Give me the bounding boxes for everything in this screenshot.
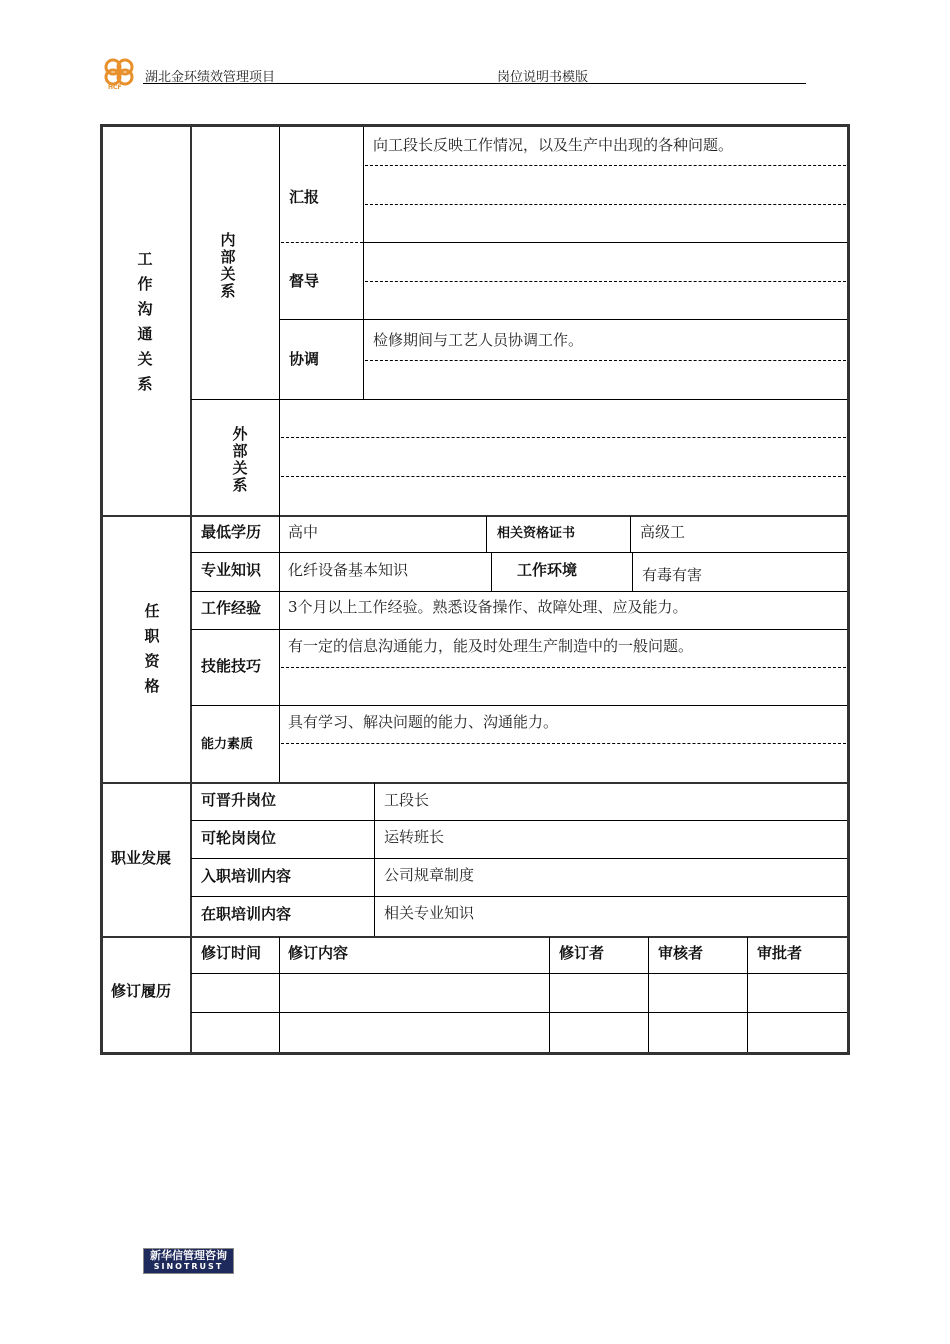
column-divider <box>486 516 487 552</box>
row-divider <box>191 591 847 592</box>
experience-label: 工作经验 <box>201 599 262 617</box>
section-divider <box>103 936 847 938</box>
row-divider <box>191 399 847 400</box>
coordinate-label: 协调 <box>289 350 320 368</box>
coordinate-line <box>365 360 846 361</box>
rotation-label: 可轮岗岗位 <box>201 829 277 847</box>
promotion-value: 工段长 <box>384 791 430 809</box>
column-divider <box>279 937 280 1052</box>
column-divider <box>190 127 192 1052</box>
ability-label: 能力素质 <box>201 737 254 752</box>
column-divider <box>632 553 633 591</box>
revision-col-content: 修订内容 <box>288 944 349 962</box>
sinotrust-logo-en: SINOTRUST <box>153 1262 224 1271</box>
knowledge-label: 专业知识 <box>201 561 262 579</box>
skills-line <box>281 667 846 668</box>
external-line <box>281 437 846 438</box>
promotion-label: 可晋升岗位 <box>201 791 277 809</box>
skills-value: 有一定的信息沟通能力，能及时处理生产制造中的一般问题。 <box>288 637 694 655</box>
company-logo-text: HCF <box>108 84 122 91</box>
column-divider <box>630 516 631 552</box>
certificate-value: 高级工 <box>640 523 686 541</box>
skills-label: 技能技巧 <box>201 657 262 675</box>
row-divider <box>191 705 847 706</box>
career-section-label: 职业发展 <box>111 849 172 867</box>
project-name: 湖北金环绩效管理项目 <box>145 70 276 85</box>
knowledge-value: 化纤设备基本知识 <box>288 561 409 579</box>
report-text: 向工段长反映工作情况，以及生产中出现的各种问题。 <box>373 136 734 154</box>
rotation-value: 运转班长 <box>384 828 445 846</box>
row-divider <box>191 896 847 897</box>
sinotrust-logo <box>143 1248 234 1274</box>
education-value: 高中 <box>288 523 319 541</box>
document-title: 岗位说明书模版 <box>497 70 589 85</box>
coordinate-text: 检修期间与工艺人员协调工作。 <box>373 331 584 349</box>
internal-relations-label: 内部关系 <box>220 231 236 300</box>
header-divider <box>143 83 806 84</box>
row-divider <box>191 629 847 630</box>
column-divider <box>747 937 748 1052</box>
experience-value: 3个月以上工作经验。熟悉设备操作、故障处理、应及能力。 <box>288 598 688 616</box>
revision-section-label: 修订履历 <box>111 982 172 1000</box>
supervise-line <box>365 281 846 282</box>
row-divider <box>191 820 847 821</box>
report-line <box>365 165 846 166</box>
ability-value: 具有学习、解决问题的能力、沟通能力。 <box>288 713 559 731</box>
revision-col-time: 修订时间 <box>201 944 262 962</box>
ability-line <box>281 743 846 744</box>
row-divider <box>191 552 847 553</box>
row-divider <box>191 1012 847 1013</box>
row-divider <box>191 858 847 859</box>
column-divider <box>279 127 280 516</box>
onjob-value: 相关专业知识 <box>384 904 475 922</box>
external-line <box>281 476 846 477</box>
onboarding-label: 入职培训内容 <box>201 867 292 885</box>
qualifications-section-label: 任职资格 <box>144 602 160 695</box>
row-divider <box>191 973 847 974</box>
communication-section-label: 工作沟通关系 <box>137 250 153 393</box>
certificate-label: 相关资格证书 <box>497 526 576 541</box>
report-line <box>365 204 846 205</box>
row-divider <box>363 242 847 243</box>
revision-col-approver: 审批者 <box>757 944 803 962</box>
column-divider <box>363 127 364 400</box>
section-divider <box>103 782 847 784</box>
column-divider <box>374 783 375 936</box>
onjob-label: 在职培训内容 <box>201 905 292 923</box>
revision-col-reviser: 修订者 <box>559 944 605 962</box>
education-label: 最低学历 <box>201 523 262 541</box>
environment-value: 有毒有害 <box>642 566 703 584</box>
section-divider <box>103 515 847 517</box>
column-divider <box>549 937 550 1052</box>
environment-label: 工作环境 <box>517 561 578 579</box>
report-label: 汇报 <box>289 188 320 206</box>
external-relations-label: 外部关系 <box>232 425 248 494</box>
supervise-label: 督导 <box>289 272 320 290</box>
row-divider <box>281 242 363 243</box>
onboarding-value: 公司规章制度 <box>384 866 475 884</box>
column-divider <box>279 516 280 782</box>
column-divider <box>491 553 492 591</box>
sinotrust-logo-cn: 新华信管理咨询 <box>150 1249 227 1262</box>
revision-col-reviewer: 审核者 <box>658 944 704 962</box>
row-divider <box>280 319 847 320</box>
column-divider <box>648 937 649 1052</box>
